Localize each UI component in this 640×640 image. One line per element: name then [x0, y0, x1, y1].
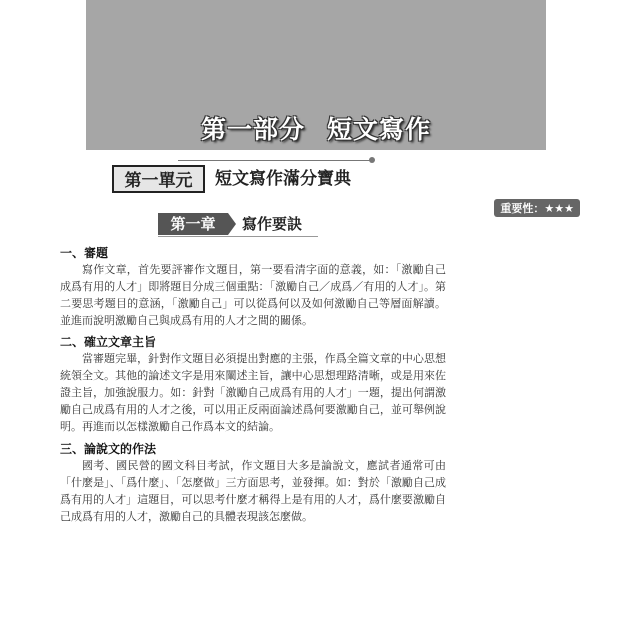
part-number: 第一部分 — [200, 115, 305, 144]
chapter-title: 寫作要訣 — [242, 215, 303, 233]
section-review-topic — [60, 245, 446, 329]
unit-divider-dot — [369, 157, 375, 163]
section-heading: 二、確立文章主旨 — [60, 335, 157, 349]
section-heading: 三、論說文的作法 — [60, 442, 157, 456]
section-heading: 一、審題 — [60, 246, 109, 260]
section-body: 當審題完畢，針對作文題目必須提出對應的主張，作爲全篇文章的中心思想統領全文。其他的論述文字是用來闡述主旨，讓中心思想理路清晰，或是用來佐證主旨，加強說服力。如：針對「激勵自己成爲有用的人才」一題，提出何謂激勵自己成爲有用的人才之後，可以用正反兩面論述爲何要激勵自己，並可舉例說明。再進而以怎樣激勵自己作爲本文的結論。 — [60, 352, 446, 433]
section-argumentative — [60, 441, 446, 525]
chapter-arrow-icon — [228, 213, 236, 235]
section-thesis — [60, 334, 446, 435]
part-name: 短文寫作 — [327, 115, 432, 144]
unit-divider-line — [178, 160, 370, 161]
importance-badge: 重要性：★★★ — [494, 199, 580, 217]
unit-title: 短文寫作滿分寶典 — [215, 169, 351, 189]
unit-label: 第一單元 — [112, 165, 205, 193]
part-banner — [86, 0, 546, 150]
section-body: 國考、國民營的國文科目考試，作文題目大多是論說文，應試者通常可由「什麼是」、「爲什麼」、「怎麼做」三方面思考，並發揮。如：對於「激勵自己成爲有用的人才」這題目，可以思考什麼才稱得上是有用的人才，爲什麼要激勵自己成爲有用的人才，激勵自己的具體表現該怎麼做。 — [60, 459, 446, 523]
chapter-label: 第一章 — [158, 213, 228, 235]
section-body: 寫作文章，首先要評審作文題目，第一要看清字面的意義，如：「激勵自己成爲有用的人才」即將題目分成三個重點：「激勵自己／成爲／有用的人才」。第二要思考題目的意涵，「激勵自己」可以從爲何以及如何激勵自己等層面解讀。並進而說明激勵自己與成爲有用的人才之間的關係。 — [60, 263, 446, 327]
part-title — [86, 110, 546, 146]
chapter-underline — [158, 236, 318, 237]
